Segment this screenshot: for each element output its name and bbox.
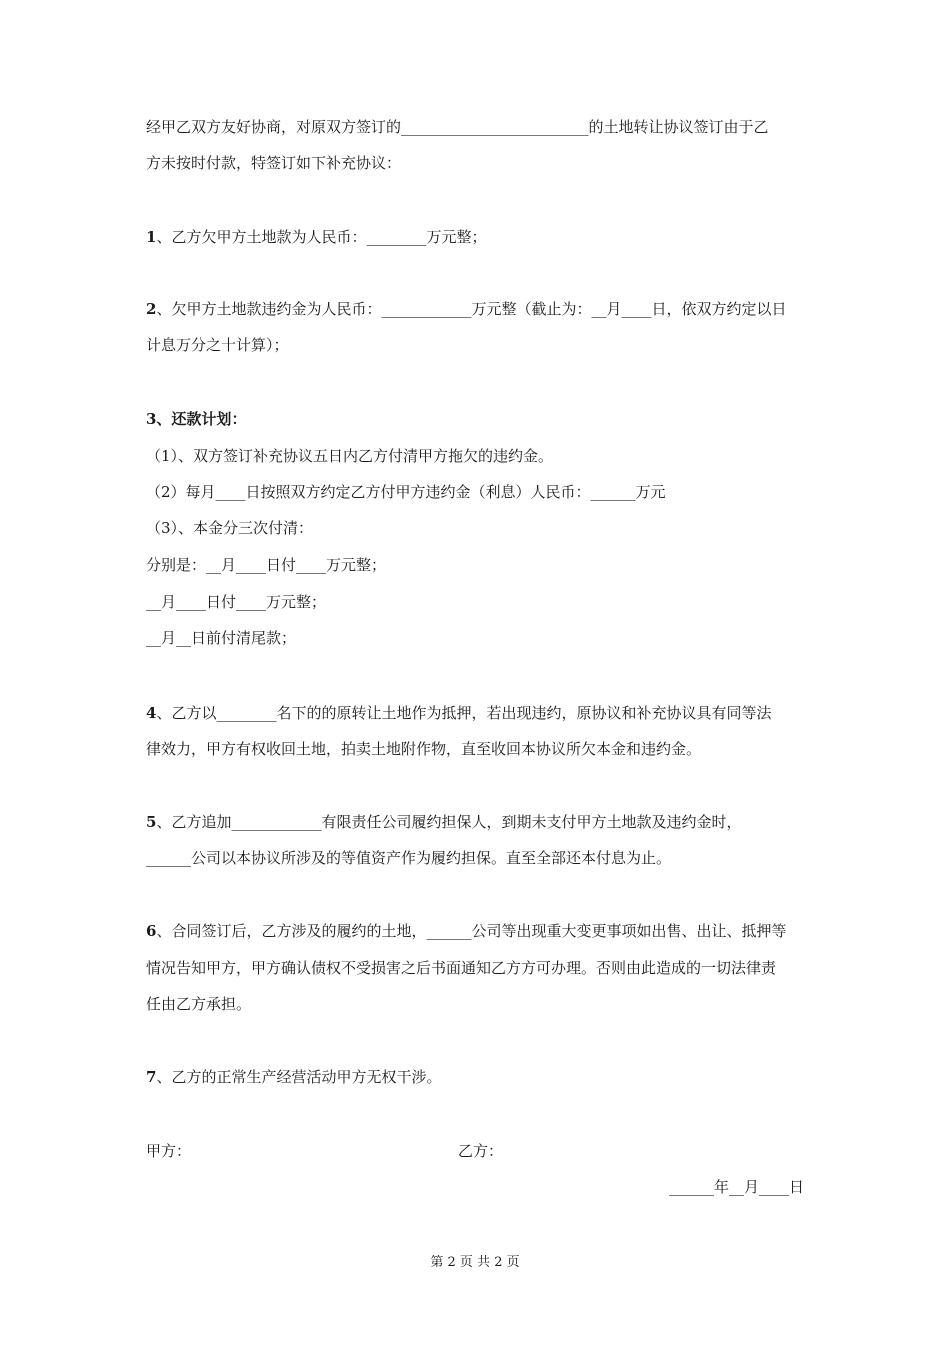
clause-3-item-1: （1）、双方签订补充协议五日内乙方付清甲方拖欠的违约金。 bbox=[146, 447, 554, 465]
clause-3-item-2: （2）每月____日按照双方约定乙方付甲方违约金（利息）人民币：______万元 bbox=[146, 483, 666, 501]
intro-line-1: 经甲乙双方友好协商，对原双方签订的_________________________的土地转让协议签订由于乙 bbox=[146, 118, 769, 136]
clause-4-line-2: 律效力，甲方有权收回土地，拍卖土地附作物，直至收回本协议所欠本金和违约金。 bbox=[146, 740, 702, 758]
clause-6-number: 6 bbox=[146, 922, 157, 940]
clause-5-line-1: 、乙方追加____________有限责任公司履约担保人，到期未支付甲方土地款及违约金时， bbox=[156, 813, 742, 831]
clause-6-line-2: 情况告知甲方，甲方确认债权不受损害之后书面通知乙方方可办理。否则由此造成的一切法律责 bbox=[146, 959, 777, 977]
clause-1-text: 、乙方欠甲方土地款为人民币：________万元整； bbox=[156, 228, 487, 246]
clause-7 bbox=[146, 1067, 441, 1087]
clause-6-line-3: 任由乙方承担。 bbox=[146, 995, 252, 1013]
clause-3-item-5: __月____日付____万元整； bbox=[146, 593, 327, 611]
clause-3-item-3: （3）、本金分三次付清： bbox=[146, 519, 314, 537]
clause-5-line-2: ______公司以本协议所涉及的等值资产作为履约担保。直至全部还本付息为止。 bbox=[146, 849, 672, 867]
clause-4-line-1: 、乙方以________名下的的原转让土地作为抵押，若出现违约，原协议和补充协议具有同等法 bbox=[156, 704, 772, 722]
clause-2-number: 2 bbox=[146, 300, 157, 318]
clause-7-text: 、乙方的正常生产经营活动甲方无权干涉。 bbox=[156, 1068, 442, 1086]
clause-1-number: 1 bbox=[146, 228, 157, 246]
intro-line-2: 方未按时付款，特签订如下补充协议： bbox=[146, 154, 402, 172]
clause-7-number: 7 bbox=[146, 1068, 157, 1086]
clause-5-number: 5 bbox=[146, 813, 157, 831]
party-b-label: 乙方： bbox=[458, 1142, 504, 1160]
clause-2-line-2: 计息万分之十计算）； bbox=[146, 336, 289, 354]
clause-1 bbox=[146, 227, 486, 247]
signature-date: ______年__月____日 bbox=[668, 1178, 804, 1196]
clause-3-item-4: 分别是：__月____日付____万元整； bbox=[146, 556, 387, 574]
page-number: 第 2 页 共 2 页 bbox=[430, 1255, 520, 1270]
clause-4-number: 4 bbox=[146, 704, 157, 722]
party-a-label: 甲方： bbox=[146, 1142, 192, 1160]
clause-2-line-1: 、欠甲方土地款违约金为人民币：____________万元整（截止为：__月____日，依双方约定以日 bbox=[156, 300, 787, 318]
clause-6-line-1: 、合同签订后，乙方涉及的履约的土地，______公司等出现重大变更事项如出售、出让、抵押等 bbox=[156, 922, 787, 940]
clause-3-title: 3、还款计划： bbox=[146, 410, 247, 428]
clause-3-item-6: __月__日前付清尾款； bbox=[146, 629, 297, 647]
